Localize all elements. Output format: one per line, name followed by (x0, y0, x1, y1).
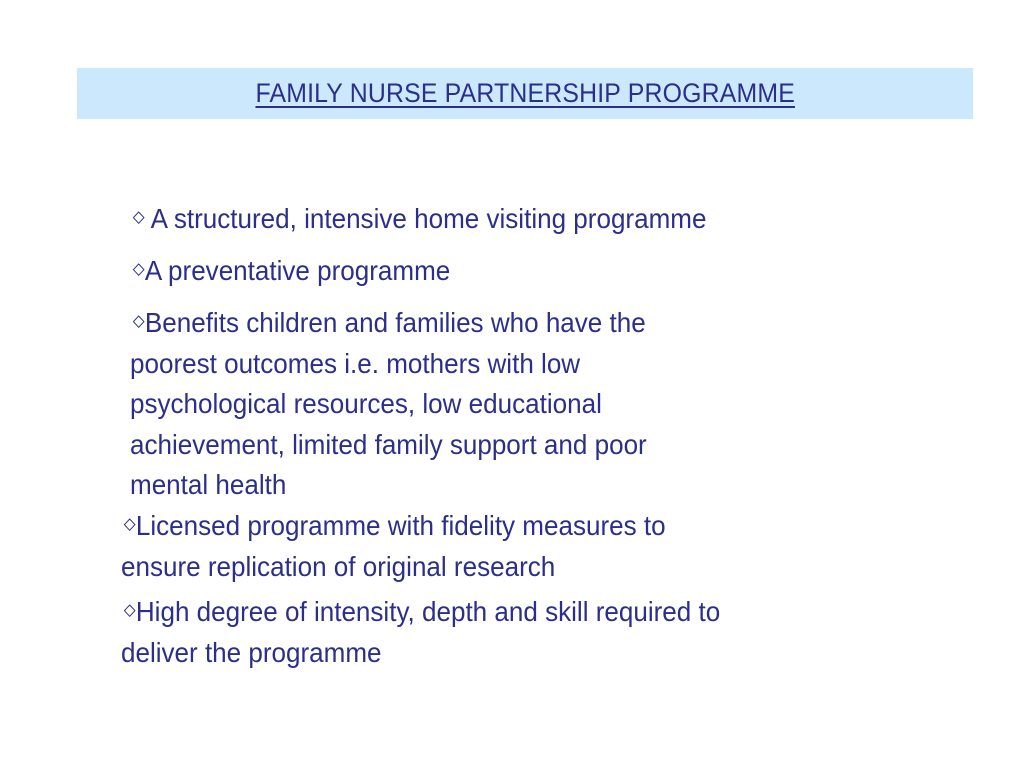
diamond-bullet-icon (124, 518, 136, 531)
bullet-text: deliver the programme (121, 636, 382, 668)
bullet-text: ensure replication of original research (121, 550, 556, 582)
bullet-text: psychological resources, low educational (130, 388, 602, 419)
diamond-bullet-icon (124, 604, 136, 617)
title-banner (77, 68, 973, 119)
diamond-bullet-icon (133, 263, 145, 276)
bullet-text: High degree of intensity, depth and skill required to (135, 596, 721, 627)
bullet-text: poorest outcomes i.e. mothers with low (130, 347, 581, 379)
bullet-text: A structured, intensive home visiting programme (150, 203, 707, 234)
bullet-text: Licensed programme with fidelity measures to (135, 510, 666, 541)
slide-title: FAMILY NURSE PARTNERSHIP PROGRAMME (255, 78, 795, 108)
bullet-text: mental health (130, 469, 287, 500)
diamond-bullet-icon (133, 211, 145, 224)
diamond-bullet-icon (133, 315, 145, 328)
bullet-item-structured (130, 199, 890, 240)
bullet-text: achievement, limited family support and poor (130, 428, 647, 460)
bullet-text: Benefits children and families who have the (144, 307, 646, 338)
bullet-text: A preventative programme (144, 255, 451, 286)
bullet-item-intensity (121, 592, 921, 673)
bullet-item-licensed (121, 506, 841, 587)
bullet-item-preventative (130, 251, 890, 292)
bullet-item-benefits (130, 303, 820, 506)
